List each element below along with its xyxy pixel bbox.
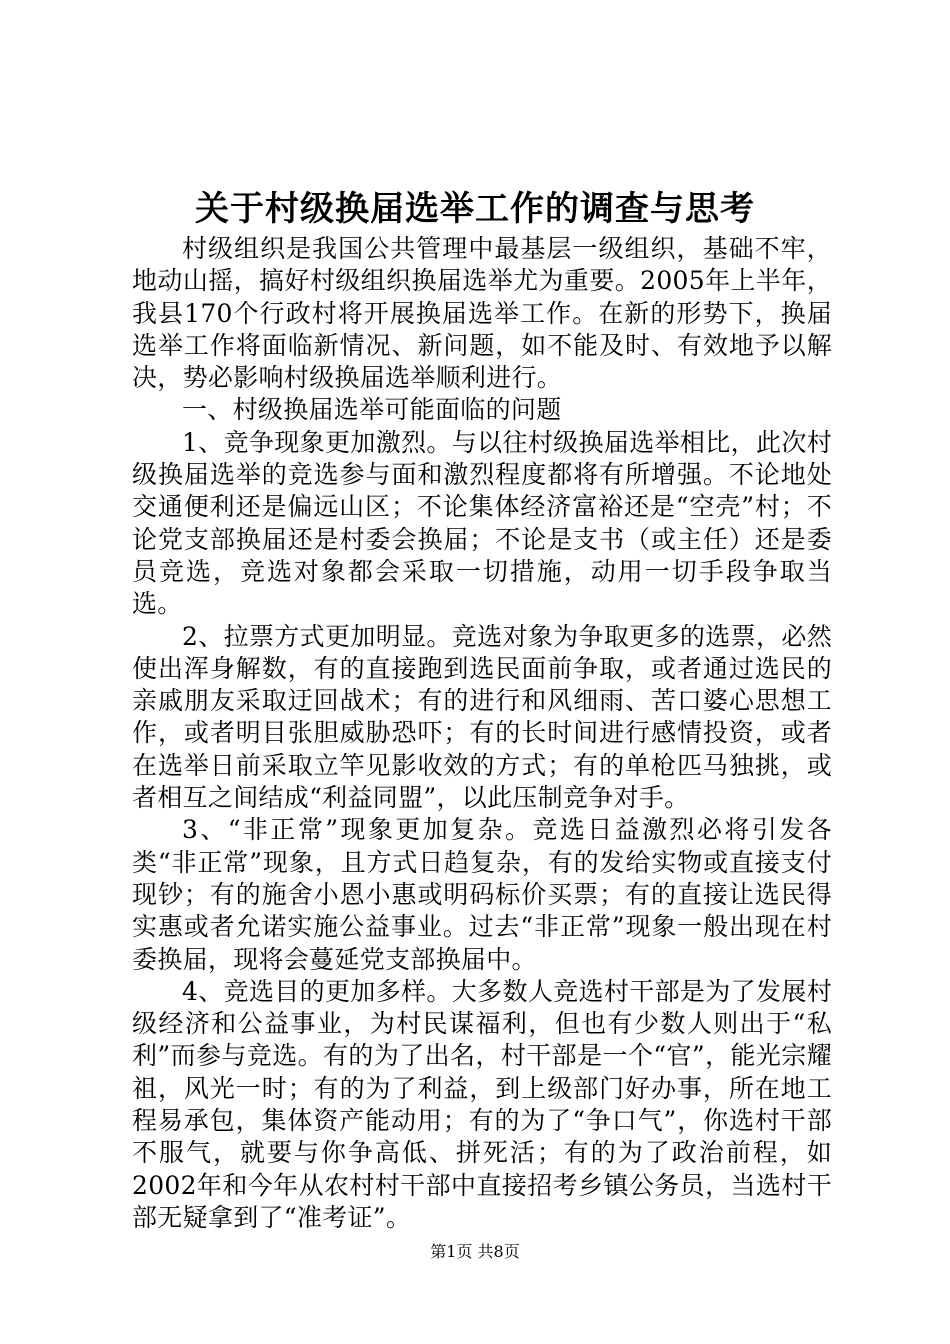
document-body xyxy=(132,233,832,1234)
paragraph-point-3: 3、“非正常”现象更加复杂。竞选日益激烈必将引发各类“非正常”现象，且方式日趋复杂，有的发给实物或直接支付现钞；有的施舍小恩小惠或明码标价买票；有的直接让选民得实惠或者允诺实施公益事业。过去“非正常”现象一般出现在村委换届，现将会蔓延党支部换届中。 xyxy=(132,815,832,974)
paragraph-point-4: 4、竞选目的更加多样。大多数人竞选村干部是为了发展村级经济和公益事业，为村民谋福利，但也有少数人则出于“私利”而参与竞选。有的为了出名，村干部是一个“官”，能光宗耀祖，风光一时；有的为了利益，到上级部门好办事，所在地工程易承包，集体资产能动用；有的为了“争口气”，你选村干部不服气，就要与你争高低、拼死活；有的为了政治前程，如2002年和今年从农村村干部中直接招考乡镇公务员，当选村干部无疑拿到了“准考证”。 xyxy=(132,976,832,1232)
paragraph-point-1: 1、竞争现象更加激烈。与以往村级换届选举相比，此次村级换届选举的竞选参与面和激烈程度都将有所增强。不论地处交通便利还是偏远山区；不论集体经济富裕还是“空壳”村；不论党支部换届还是村委会换届；不论是支书（或主任）还是委员竞选，竞选对象都会采取一切措施，动用一切手段争取当选。 xyxy=(132,427,832,619)
paragraph-point-2: 2、拉票方式更加明显。竞选对象为争取更多的选票，必然使出浑身解数，有的直接跑到选民面前争取，或者通过选民的亲戚朋友采取迂回战术；有的进行和风细雨、苦口婆心思想工作，或者明目张胆威胁恐吓；有的长时间进行感情投资，或者在选举日前采取立竿见影收效的方式；有的单枪匹马独挑，或者相互之间结成“利益同盟”，以此压制竞争对手。 xyxy=(132,621,832,813)
document-title: 关于村级换届选举工作的调查与思考 xyxy=(195,189,755,229)
paragraph-intro: 村级组织是我国公共管理中最基层一级组织，基础不牢，地动山摇，搞好村级组织换届选举尤为重要。2005年上半年，我县170个行政村将开展换届选举工作。在新的形势下，换届选举工作将面临新情况、新问题，如不能及时、有效地予以解决，势必影响村级换届选举顺利进行。 xyxy=(132,234,832,393)
page-number-footer: 第1页 共8页 xyxy=(430,1242,520,1261)
section-heading: 一、村级换届选举可能面临的问题 xyxy=(182,395,562,425)
